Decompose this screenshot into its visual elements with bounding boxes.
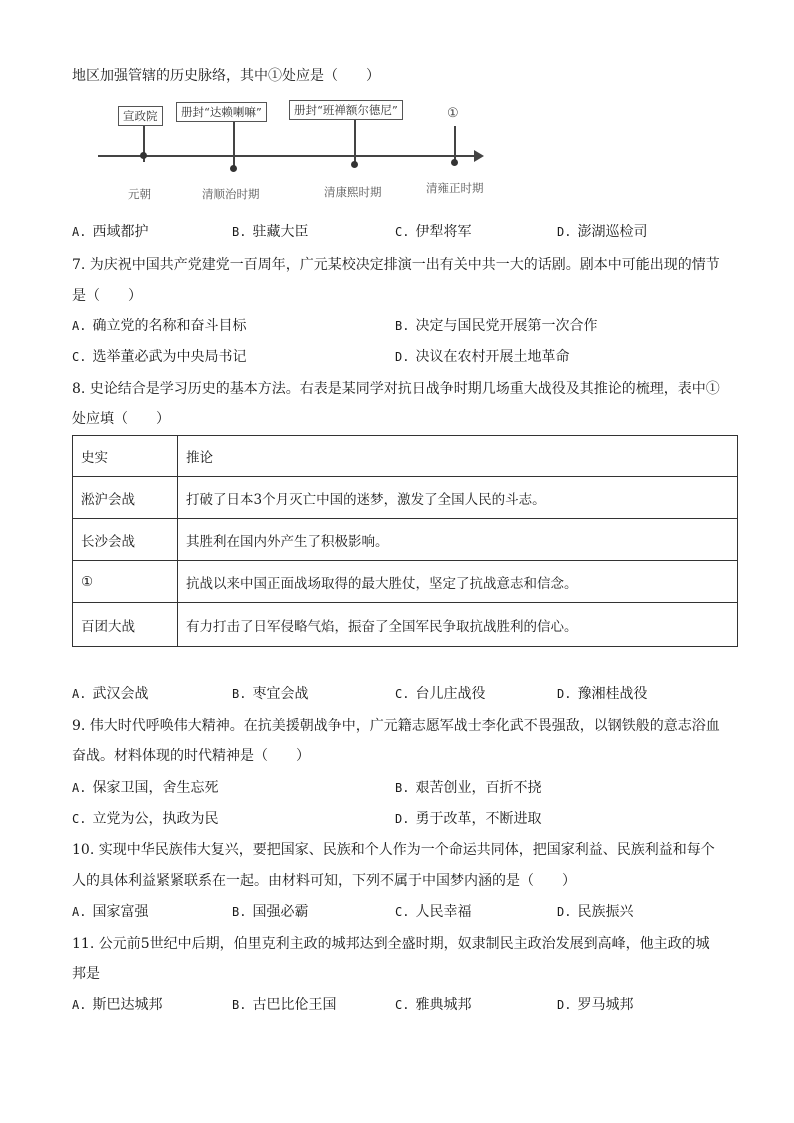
q7-stem-line2: 是（ ） [72,288,142,304]
timeline-stem [454,126,456,162]
table-cell-fact: 百团大战 [73,603,178,647]
q11-option-c[interactable]: C. 雅典城邦 [395,997,472,1013]
timeline-box-panchen: 册封“班禅额尔德尼” [289,100,403,120]
table-cell-inference: 有力打击了日军侵略气焰，振奋了全国军民争取抗战胜利的信心。 [178,603,738,647]
q10-stem-line1: 10. 实现中华民族伟大复兴，要把国家、民族和个人作为一个命运共同体，把国家利益、民族利益和每个 [72,842,715,858]
q11-option-b[interactable]: B. 古巴比伦王国 [232,997,337,1013]
timeline-dot [351,161,358,168]
q6-timeline-figure [90,96,490,206]
q9-stem-line2: 奋战。材料体现的时代精神是（ ） [72,748,310,764]
timeline-stem [354,120,356,166]
q10-option-c[interactable]: C. 人民幸福 [395,904,472,920]
q7-option-c[interactable]: C. 选举董必武为中央局书记 [72,349,247,365]
table-row [73,603,738,647]
table-header-row [73,436,738,477]
q10-option-b[interactable]: B. 国强必霸 [232,904,309,920]
q10-stem-line2: 人的具体利益紧紧联系在一起。由材料可知，下列不属于中国梦内涵的是（ ） [72,873,576,889]
timeline-period-yuan: 元朝 [128,187,151,201]
q8-option-b[interactable]: B. 枣宜会战 [232,686,309,702]
table-cell-inference: 抗战以来中国正面战场取得的最大胜仗，坚定了抗战意志和信念。 [178,561,738,603]
q6-option-a[interactable]: A. 西域都护 [72,224,149,240]
table-cell-fact: 淞沪会战 [73,477,178,519]
timeline-period-shunzhi: 清顺治时期 [202,187,260,201]
q8-stem-line1: 8. 史论结合是学习历史的基本方法。右表是某同学对抗日战争时期几场重大战役及其推论的梳理，表中① [72,381,720,397]
q9-option-c[interactable]: C. 立党为公，执政为民 [72,811,219,827]
timeline-blank-mark: ① [447,106,459,121]
table-row [73,519,738,561]
timeline-box-xuanzhengyuan: 宣政院 [118,106,163,126]
q8-option-a[interactable]: A. 武汉会战 [72,686,149,702]
q7-option-b[interactable]: B. 决定与国民党开展第一次合作 [395,318,598,334]
table-header-fact: 史实 [73,436,178,477]
q9-stem-line1: 9. 伟大时代呼唤伟大精神。在抗美援朝战争中，广元籍志愿军战士李化武不畏强敌，以钢铁般的意志浴血 [72,718,720,734]
q8-option-c[interactable]: C. 台儿庄战役 [395,686,486,702]
table-row [73,477,738,519]
q6-option-b[interactable]: B. 驻藏大臣 [232,224,309,240]
q6-option-d[interactable]: D. 澎湖巡检司 [557,224,648,240]
q11-option-d[interactable]: D. 罗马城邦 [557,997,634,1013]
q9-option-a[interactable]: A. 保家卫国，舍生忘死 [72,780,219,796]
q8-option-d[interactable]: D. 豫湘桂战役 [557,686,648,702]
table-header-inference: 推论 [178,436,738,477]
timeline-axis [98,155,478,157]
q9-option-d[interactable]: D. 勇于改革，不断进取 [395,811,542,827]
q7-option-a[interactable]: A. 确立党的名称和奋斗目标 [72,318,247,334]
timeline-stem [233,122,235,170]
q11-stem-line2: 邦是 [72,966,100,982]
timeline-box-dalai: 册封“达赖喇嘛” [176,102,267,122]
table-cell-inference: 打破了日本3个月灭亡中国的迷梦，激发了全国人民的斗志。 [178,477,738,519]
q10-option-a[interactable]: A. 国家富强 [72,904,149,920]
q6-option-c[interactable]: C. 伊犁将军 [395,224,472,240]
timeline-dot [230,165,237,172]
q10-option-d[interactable]: D. 民族振兴 [557,904,634,920]
timeline-dot [451,159,458,166]
q8-stem-line2: 处应填（ ） [72,411,170,427]
table-row [73,561,738,603]
table-cell-fact: 长沙会战 [73,519,178,561]
timeline-arrow-icon [474,150,484,162]
table-cell-fact: ① [73,561,178,603]
table-cell-inference: 其胜利在国内外产生了积极影响。 [178,519,738,561]
timeline-period-yongzheng: 清雍正时期 [426,181,484,195]
q9-option-b[interactable]: B. 艰苦创业，百折不挠 [395,780,542,796]
q11-stem-line1: 11. 公元前5世纪中后期，伯里克利主政的城邦达到全盛时期，奴隶制民主政治发展到高峰，他主政的城 [72,936,710,952]
timeline-dot [140,152,147,159]
timeline-period-kangxi: 清康熙时期 [324,185,382,199]
q11-option-a[interactable]: A. 斯巴达城邦 [72,997,163,1013]
battle-table [72,435,738,647]
q6-stem: 地区加强管辖的历史脉络，其中①处应是（ ） [72,68,380,84]
q7-option-d[interactable]: D. 决议在农村开展土地革命 [395,349,570,365]
q7-stem-line1: 7. 为庆祝中国共产党建党一百周年，广元某校决定排演一出有关中共一大的话剧。剧本中可能出现的情节 [72,257,720,273]
